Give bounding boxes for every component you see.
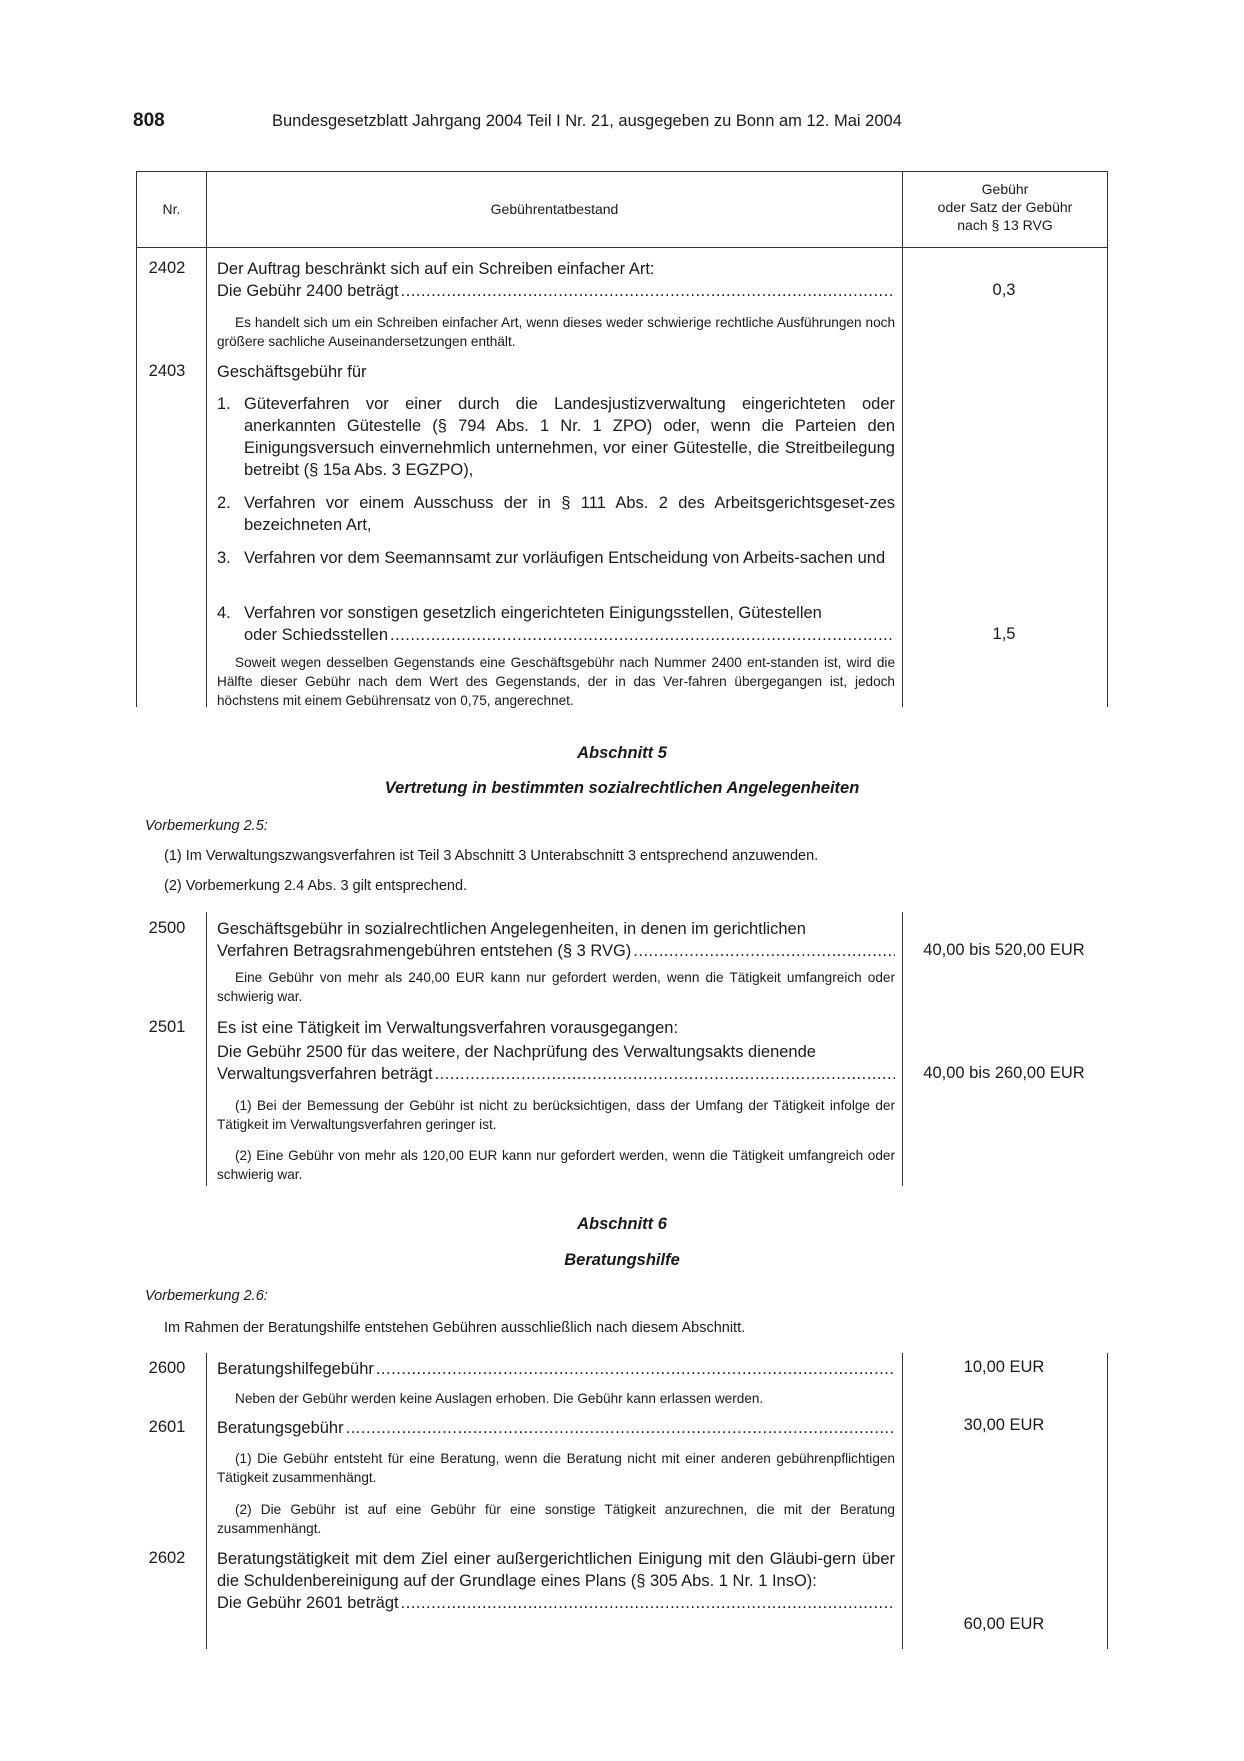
- entry-number-2500: 2500: [148, 919, 186, 937]
- entry-2403-title: Geschäftsgebühr für: [217, 363, 367, 381]
- entry-2403-item-2: 2. Verfahren vor einem Ausschuss der in § 111 Abs. 2 des Arbeitsgerichtsgeset-zes bezeichneten Art,: [217, 494, 895, 534]
- entry-2402-fee: 0,3: [992, 281, 1016, 299]
- entry-2402-text: Der Auftrag beschränkt sich auf ein Schreiben einfacher Art: Die Gebühr 2400 beträgt .....: [217, 258, 895, 302]
- header-gebuehr: Gebühr oder Satz der Gebühr nach § 13 RVG: [937, 181, 1073, 233]
- vorbemerkung-2-5-para-1: (1) Im Verwaltungszwangsverfahren ist Teil 3 Abschnitt 3 Unterabschnitt 3 entsprechend anzuwenden.: [164, 848, 819, 864]
- entry-number-2602: 2602: [148, 1549, 186, 1567]
- entry-2403-note: Soweit wegen desselben Gegenstands eine Geschäftsgebühr nach Nummer 2400 ent-standen ist, wird die Hälfte dieser Gebühr nach dem Wert des Gegenstands, der in das Ver-fahren übergegangen ist, jedoch höchstens mit einem Gebührensatz von 0,75, angerechnet.: [217, 655, 895, 708]
- section-5-title: Vertretung in bestimmten sozialrechtlichen Angelegenheiten: [384, 779, 860, 797]
- entry-2602-fee: 60,00 EUR: [963, 1615, 1045, 1633]
- entry-2601-fee: 30,00 EUR: [963, 1416, 1045, 1434]
- entry-number-2402: 2402: [148, 259, 186, 277]
- entry-2403-item-4: 4. Verfahren vor sonstigen gesetzlich eingerichteten Einigungsstellen, Gütestellen oder Schiedsstellen .....: [217, 602, 895, 646]
- col-divider-1-block3: [206, 1353, 207, 1649]
- entry-2403-item-1: 1. Güteverfahren vor einer durch die Landesjustizverwaltung eingerichteten oder anerkannten Gütestelle (§ 794 Abs. 1 Nr. 1 ZPO) oder, wenn die Parteien den Einigungsversuch einvernehmlich unternehmen, vor einer Gütestelle, die Streitbeilegung betreibt (§ 15a Abs. 3 EGZPO),: [217, 395, 895, 479]
- table-top-border: [136, 171, 1107, 172]
- header-nr: Nr.: [162, 201, 181, 217]
- page-number: 808: [133, 110, 165, 131]
- header-tatbestand: Gebührentatbestand: [490, 201, 619, 217]
- entry-2501-fee: 40,00 bis 260,00 EUR: [923, 1064, 1085, 1082]
- entry-2500-text: Geschäftsgebühr in sozialrechtlichen Angelegenheiten, in denen im gerichtlichen Verfahren Betragsrahmengebühren entstehen (§ 3 RVG) .....: [217, 918, 895, 962]
- entry-number-2601: 2601: [148, 1418, 186, 1436]
- entry-number-2501: 2501: [148, 1018, 186, 1036]
- entry-2500-note: Eine Gebühr von mehr als 240,00 EUR kann nur gefordert werden, wenn die Tätigkeit umfangreich oder schwierig war.: [217, 970, 895, 1004]
- section-6-title: Beratungshilfe: [564, 1251, 680, 1269]
- vorbemerkung-2-6-text: Im Rahmen der Beratungshilfe entstehen Gebühren ausschließlich nach diesem Abschnitt.: [164, 1320, 746, 1336]
- col-divider-1-block1: [206, 247, 207, 707]
- entry-2602-text: Beratungstätigkeit mit dem Ziel einer außergerichtlichen Einigung mit den Gläubi-gern über die Schuldenbereinigung auf der Grundlage eines Plans (§ 305 Abs. 1 Nr. 1 InsO): Die Gebühr 2601 beträgt .....: [217, 1548, 895, 1614]
- entry-number-2600: 2600: [148, 1359, 186, 1377]
- entry-2601-text: Beratungsgebühr .....: [217, 1417, 895, 1439]
- entry-2601-note-2: (2) Die Gebühr ist auf eine Gebühr für eine sonstige Tätigkeit anzurechnen, die mit der Beratung zusammenhängt.: [217, 1502, 895, 1536]
- entry-2501-note-1: (1) Bei der Bemessung der Gebühr ist nicht zu berücksichtigen, dass der Umfang der Tätigkeit infolge der Tätigkeit im Verwaltungsverfahren geringer ist.: [217, 1098, 895, 1132]
- vorbemerkung-2-5-label: Vorbemerkung 2.5:: [145, 818, 268, 834]
- table-header-bottom-border: [136, 247, 1107, 248]
- entry-number-2403: 2403: [148, 362, 186, 380]
- entry-2600-note: Neben der Gebühr werden keine Auslagen erhoben. Die Gebühr kann erlassen werden.: [235, 1391, 764, 1406]
- col-divider-1-block2: [206, 912, 207, 1186]
- entry-2600-text: Beratungshilfegebühr .....: [217, 1358, 895, 1380]
- vorbemerkung-2-6-label: Vorbemerkung 2.6:: [145, 1288, 268, 1304]
- section-5-heading: Abschnitt 5: [577, 744, 667, 762]
- col-divider-2-block3: [902, 1353, 903, 1649]
- entry-2402-note: Es handelt sich um ein Schreiben einfacher Art, wenn dieses weder schwierige rechtliche Ausführungen noch größere sachliche Auseinandersetzungen enthält.: [217, 315, 895, 349]
- entry-2501-note-2: (2) Eine Gebühr von mehr als 120,00 EUR kann nur gefordert werden, wenn die Tätigkeit umfangreich oder schwierig war.: [217, 1148, 895, 1182]
- table-right-border-block3: [1107, 1353, 1108, 1649]
- table-left-border-block1: [136, 247, 137, 707]
- table-right-border: [1107, 171, 1108, 248]
- table-right-border-block1: [1107, 247, 1108, 707]
- running-head: Bundesgesetzblatt Jahrgang 2004 Teil I Nr. 21, ausgegeben zu Bonn am 12. Mai 2004: [272, 112, 902, 130]
- section-6-heading: Abschnitt 6: [577, 1215, 667, 1233]
- entry-2403-item-3: 3. Verfahren vor dem Seemannsamt zur vorläufigen Entscheidung von Arbeits-sachen und: [217, 549, 886, 567]
- entry-2403-fee: 1,5: [992, 625, 1016, 643]
- entry-2600-fee: 10,00 EUR: [963, 1358, 1045, 1376]
- entry-2500-fee: 40,00 bis 520,00 EUR: [923, 941, 1085, 959]
- vorbemerkung-2-5-para-2: (2) Vorbemerkung 2.4 Abs. 3 gilt entsprechend.: [164, 878, 468, 894]
- entry-2501-text: Es ist eine Tätigkeit im Verwaltungsverfahren vorausgegangen: Die Gebühr 2500 für das weitere, der Nachprüfung des Verwaltungsakts dienende Verwaltungsverfahren beträgt .....: [217, 1017, 895, 1085]
- entry-2601-note-1: (1) Die Gebühr entsteht für eine Beratung, wenn die Beratung nicht mit einer anderen gebührenpflichtigen Tätigkeit zusammenhängt.: [217, 1451, 895, 1485]
